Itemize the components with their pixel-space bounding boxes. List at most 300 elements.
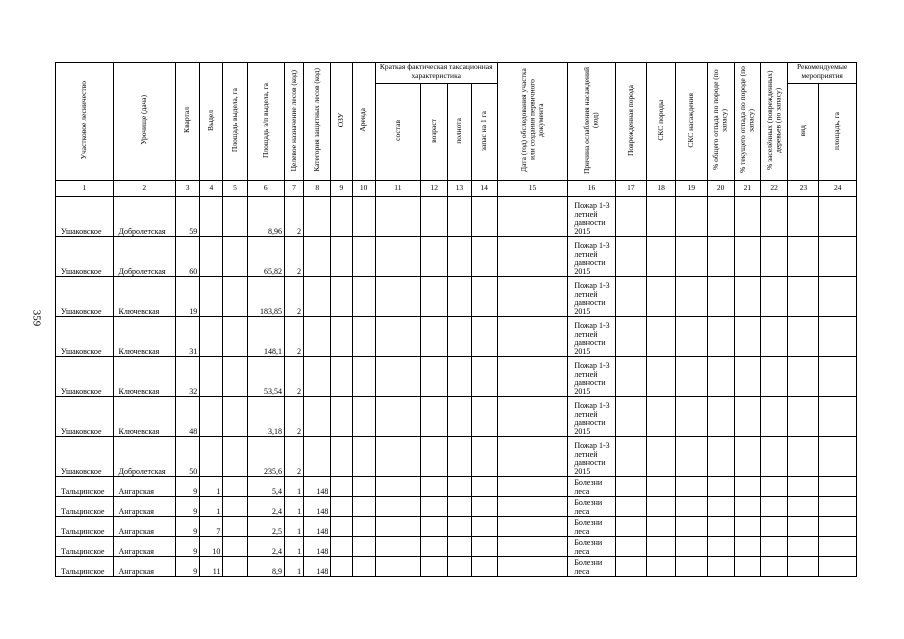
cell-infested-trees [760, 397, 787, 437]
cell-age [421, 317, 448, 357]
cell-purpose: 2 [284, 357, 303, 397]
cell-purpose: 1 [284, 497, 303, 517]
cell-forestry: Ушаковское [56, 397, 114, 437]
cell-unit [200, 317, 223, 357]
cell-category: 148 [304, 477, 331, 497]
cell-damaged-species [615, 437, 646, 477]
cell-stand-condition [676, 537, 707, 557]
cell-forestry: Тальцинское [56, 537, 114, 557]
cell-cause: Болезни леса [568, 557, 615, 577]
cell-quarter: 9 [176, 497, 200, 517]
cell-infested-trees [760, 437, 787, 477]
cell-stand-condition [676, 517, 707, 537]
cell-category [304, 397, 331, 437]
cell-measure-area [819, 477, 857, 497]
header-category: Категория защитных лесов (код) [304, 63, 331, 181]
cell-unit [200, 357, 223, 397]
cell-total-loss [707, 237, 734, 277]
cell-tract: Ангарская [113, 537, 176, 557]
cell-protected-area: 8,9 [247, 557, 284, 577]
cell-stand-condition [676, 277, 707, 317]
cell-composition [375, 317, 420, 357]
cell-current-loss [734, 497, 760, 517]
cell-measure-type [788, 437, 819, 477]
cell-forestry: Тальцинское [56, 517, 114, 537]
cell-tract: Добролетская [113, 237, 176, 277]
cell-current-loss [734, 197, 760, 237]
cell-stand-condition [676, 497, 707, 517]
cell-composition [375, 497, 420, 517]
table-row [56, 437, 857, 477]
cell-quarter: 31 [176, 317, 200, 357]
cell-current-loss [734, 477, 760, 497]
cell-age [421, 237, 448, 277]
cell-unit-area [223, 517, 247, 537]
cell-infested-trees [760, 277, 787, 317]
cell-measure-area [819, 497, 857, 517]
cell-ozu [331, 477, 352, 497]
cell-tract: Ключевская [113, 317, 176, 357]
cell-survey-date [497, 277, 568, 317]
cell-age [421, 517, 448, 537]
column-number: 2 [113, 181, 176, 197]
cell-current-loss [734, 397, 760, 437]
column-number: 23 [788, 181, 819, 197]
header-total-loss: % общего отпада по породе (по запасу) [707, 63, 734, 181]
cell-stock [471, 397, 497, 437]
cell-category [304, 317, 331, 357]
cell-total-loss [707, 477, 734, 497]
cell-measure-area [819, 557, 857, 577]
cell-density [448, 477, 471, 497]
cell-stand-condition [676, 397, 707, 437]
cell-stand-condition [676, 557, 707, 577]
cell-total-loss [707, 357, 734, 397]
cell-current-loss [734, 517, 760, 537]
cell-tract: Ключевская [113, 277, 176, 317]
cell-composition [375, 517, 420, 537]
cell-category [304, 237, 331, 277]
cell-unit: 11 [200, 557, 223, 577]
cell-stock [471, 237, 497, 277]
cell-protected-area: 65,82 [247, 237, 284, 277]
table-row [56, 497, 857, 517]
column-number: 22 [760, 181, 787, 197]
cell-quarter: 60 [176, 237, 200, 277]
cell-density [448, 397, 471, 437]
cell-density [448, 497, 471, 517]
cell-age [421, 497, 448, 517]
cell-damaged-species [615, 537, 646, 557]
table-row [56, 477, 857, 497]
cell-infested-trees [760, 357, 787, 397]
cell-species-condition [647, 497, 676, 517]
cell-unit-area [223, 437, 247, 477]
cell-density [448, 317, 471, 357]
cell-cause: Болезни леса [568, 517, 615, 537]
cell-measure-type [788, 237, 819, 277]
cell-stock [471, 197, 497, 237]
cell-ozu [331, 517, 352, 537]
cell-quarter: 50 [176, 437, 200, 477]
cell-damaged-species [615, 317, 646, 357]
cell-cause: Пожар 1-3 летней давности 2015 [568, 197, 615, 237]
cell-stock [471, 317, 497, 357]
cell-lease [352, 497, 375, 517]
cell-total-loss [707, 277, 734, 317]
table-row [56, 557, 857, 577]
table-row [56, 197, 857, 237]
cell-current-loss [734, 357, 760, 397]
cell-current-loss [734, 437, 760, 477]
cell-purpose: 1 [284, 557, 303, 577]
header-stand-condition: СКС насаждения [676, 63, 707, 181]
cell-current-loss [734, 537, 760, 557]
cell-tract: Добролетская [113, 437, 176, 477]
cell-protected-area: 53,54 [247, 357, 284, 397]
column-number: 7 [284, 181, 303, 197]
cell-total-loss [707, 497, 734, 517]
cell-composition [375, 237, 420, 277]
cell-age [421, 277, 448, 317]
cell-forestry: Ушаковское [56, 317, 114, 357]
cell-unit [200, 397, 223, 437]
cell-unit-area [223, 197, 247, 237]
cell-total-loss [707, 537, 734, 557]
cell-cause: Пожар 1-3 летней давности 2015 [568, 397, 615, 437]
cell-species-condition [647, 557, 676, 577]
cell-total-loss [707, 517, 734, 537]
cell-unit-area [223, 497, 247, 517]
cell-damaged-species [615, 497, 646, 517]
cell-cause: Пожар 1-3 летней давности 2015 [568, 277, 615, 317]
column-number: 8 [304, 181, 331, 197]
cell-purpose: 2 [284, 237, 303, 277]
cell-age [421, 557, 448, 577]
cell-stand-condition [676, 317, 707, 357]
cell-ozu [331, 357, 352, 397]
cell-species-condition [647, 277, 676, 317]
cell-infested-trees [760, 197, 787, 237]
cell-survey-date [497, 497, 568, 517]
cell-cause: Болезни леса [568, 477, 615, 497]
cell-stock [471, 497, 497, 517]
cell-measure-area [819, 197, 857, 237]
cell-purpose: 2 [284, 397, 303, 437]
column-number: 9 [331, 181, 352, 197]
cell-lease [352, 357, 375, 397]
column-number: 13 [448, 181, 471, 197]
header-measure-area: площадь, га [819, 84, 857, 181]
cell-lease [352, 237, 375, 277]
cell-purpose: 2 [284, 317, 303, 357]
header-quarter: Квартал [176, 63, 200, 181]
cell-species-condition [647, 477, 676, 497]
cell-purpose: 1 [284, 517, 303, 537]
cell-density [448, 277, 471, 317]
cell-density [448, 357, 471, 397]
cell-total-loss [707, 437, 734, 477]
cell-age [421, 197, 448, 237]
cell-lease [352, 557, 375, 577]
cell-protected-area: 183,85 [247, 277, 284, 317]
header-cause: Причина ослабления насаждений (код) [568, 63, 615, 181]
cell-stock [471, 517, 497, 537]
cell-infested-trees [760, 477, 787, 497]
column-number-row [56, 181, 857, 197]
cell-measure-type [788, 197, 819, 237]
cell-stock [471, 537, 497, 557]
cell-lease [352, 397, 375, 437]
cell-measure-area [819, 317, 857, 357]
column-number: 10 [352, 181, 375, 197]
cell-stand-condition [676, 357, 707, 397]
cell-lease [352, 317, 375, 357]
header-forestry: Участковое лесничество [56, 63, 114, 181]
cell-tract: Ключевская [113, 357, 176, 397]
cell-age [421, 537, 448, 557]
cell-unit-area [223, 237, 247, 277]
cell-ozu [331, 557, 352, 577]
cell-lease [352, 477, 375, 497]
cell-measure-area [819, 277, 857, 317]
cell-lease [352, 537, 375, 557]
cell-survey-date [497, 437, 568, 477]
cell-ozu [331, 197, 352, 237]
cell-protected-area: 235,6 [247, 437, 284, 477]
cell-measure-type [788, 537, 819, 557]
column-number: 11 [375, 181, 420, 197]
cell-unit: 1 [200, 497, 223, 517]
cell-protected-area: 8,96 [247, 197, 284, 237]
column-number: 17 [615, 181, 646, 197]
cell-purpose: 2 [284, 437, 303, 477]
column-number: 3 [176, 181, 200, 197]
cell-damaged-species [615, 237, 646, 277]
cell-density [448, 537, 471, 557]
table-row [56, 317, 857, 357]
cell-quarter: 59 [176, 197, 200, 237]
column-number: 1 [56, 181, 114, 197]
cell-cause: Пожар 1-3 летней давности 2015 [568, 237, 615, 277]
cell-damaged-species [615, 557, 646, 577]
cell-unit [200, 437, 223, 477]
cell-damaged-species [615, 357, 646, 397]
cell-damaged-species [615, 397, 646, 437]
cell-density [448, 237, 471, 277]
cell-unit-area [223, 477, 247, 497]
cell-species-condition [647, 357, 676, 397]
cell-category: 148 [304, 537, 331, 557]
header-lease: Аренда [352, 63, 375, 181]
cell-tract: Ангарская [113, 497, 176, 517]
cell-damaged-species [615, 197, 646, 237]
cell-quarter: 48 [176, 397, 200, 437]
cell-cause: Болезни леса [568, 537, 615, 557]
cell-purpose: 1 [284, 477, 303, 497]
table-row [56, 277, 857, 317]
cell-infested-trees [760, 557, 787, 577]
cell-measure-area [819, 357, 857, 397]
cell-protected-area: 5,4 [247, 477, 284, 497]
column-number: 12 [421, 181, 448, 197]
cell-category: 148 [304, 517, 331, 537]
cell-total-loss [707, 397, 734, 437]
cell-category [304, 437, 331, 477]
column-number: 20 [707, 181, 734, 197]
cell-infested-trees [760, 497, 787, 517]
cell-cause: Болезни леса [568, 497, 615, 517]
cell-lease [352, 277, 375, 317]
cell-stand-condition [676, 437, 707, 477]
cell-quarter: 9 [176, 537, 200, 557]
header-stock: запас на 1 га [471, 84, 497, 181]
cell-category [304, 197, 331, 237]
cell-composition [375, 477, 420, 497]
cell-measure-area [819, 397, 857, 437]
cell-ozu [331, 497, 352, 517]
cell-species-condition [647, 437, 676, 477]
cell-quarter: 9 [176, 477, 200, 497]
cell-species-condition [647, 197, 676, 237]
cell-unit: 10 [200, 537, 223, 557]
cell-total-loss [707, 197, 734, 237]
cell-measure-type [788, 517, 819, 537]
cell-survey-date [497, 397, 568, 437]
cell-forestry: Ушаковское [56, 357, 114, 397]
column-number: 21 [734, 181, 760, 197]
cell-category [304, 357, 331, 397]
cell-forestry: Ушаковское [56, 197, 114, 237]
cell-protected-area: 2,5 [247, 517, 284, 537]
cell-unit-area [223, 317, 247, 357]
header-unit-area: Площадь выдела, га [223, 63, 247, 181]
cell-measure-area [819, 237, 857, 277]
header-current-loss: % текущего отпада по породе (по запасу) [734, 63, 760, 181]
cell-stand-condition [676, 197, 707, 237]
forest-health-table [55, 62, 857, 577]
cell-unit [200, 197, 223, 237]
cell-quarter: 19 [176, 277, 200, 317]
cell-damaged-species [615, 277, 646, 317]
cell-total-loss [707, 557, 734, 577]
cell-infested-trees [760, 537, 787, 557]
table-row [56, 237, 857, 277]
header-measure-type: вид [788, 84, 819, 181]
header-purpose: Целевое назначение лесов (код) [284, 63, 303, 181]
cell-protected-area: 2,4 [247, 537, 284, 557]
header-protected-area: Площадь з/п выдела, га [247, 63, 284, 181]
cell-measure-type [788, 557, 819, 577]
cell-protected-area: 148,1 [247, 317, 284, 357]
cell-composition [375, 397, 420, 437]
cell-damaged-species [615, 477, 646, 497]
cell-measure-area [819, 437, 857, 477]
cell-protected-area: 2,4 [247, 497, 284, 517]
cell-species-condition [647, 397, 676, 437]
cell-infested-trees [760, 517, 787, 537]
cell-measure-type [788, 317, 819, 357]
cell-stand-condition [676, 237, 707, 277]
column-number: 18 [647, 181, 676, 197]
cell-lease [352, 437, 375, 477]
cell-density [448, 557, 471, 577]
cell-quarter: 9 [176, 557, 200, 577]
table-row [56, 397, 857, 437]
table-row [56, 357, 857, 397]
cell-tract: Добролетская [113, 197, 176, 237]
cell-composition [375, 357, 420, 397]
header-composition: состав [375, 84, 420, 181]
column-number: 4 [200, 181, 223, 197]
cell-unit: 7 [200, 517, 223, 537]
table-row [56, 517, 857, 537]
cell-survey-date [497, 317, 568, 357]
cell-unit: 1 [200, 477, 223, 497]
cell-quarter: 9 [176, 517, 200, 537]
table-row [56, 537, 857, 557]
cell-total-loss [707, 317, 734, 357]
cell-measure-type [788, 477, 819, 497]
cell-species-condition [647, 537, 676, 557]
cell-cause: Пожар 1-3 летней давности 2015 [568, 357, 615, 397]
cell-age [421, 437, 448, 477]
cell-unit [200, 277, 223, 317]
cell-tract: Ангарская [113, 517, 176, 537]
cell-survey-date [497, 517, 568, 537]
cell-stock [471, 437, 497, 477]
cell-unit-area [223, 537, 247, 557]
cell-unit-area [223, 397, 247, 437]
column-number: 24 [819, 181, 857, 197]
header-tract: Урочище (дача) [113, 63, 176, 181]
cell-composition [375, 557, 420, 577]
cell-measure-type [788, 357, 819, 397]
cell-density [448, 197, 471, 237]
cell-infested-trees [760, 317, 787, 357]
cell-unit [200, 237, 223, 277]
cell-age [421, 477, 448, 497]
cell-stand-condition [676, 477, 707, 497]
cell-age [421, 397, 448, 437]
cell-ozu [331, 237, 352, 277]
cell-ozu [331, 437, 352, 477]
cell-forestry: Тальцинское [56, 497, 114, 517]
cell-measure-type [788, 277, 819, 317]
cell-stock [471, 477, 497, 497]
column-number: 19 [676, 181, 707, 197]
cell-tract: Ангарская [113, 477, 176, 497]
cell-forestry: Ушаковское [56, 437, 114, 477]
column-number: 15 [497, 181, 568, 197]
cell-ozu [331, 537, 352, 557]
header-density: полнота [448, 84, 471, 181]
cell-current-loss [734, 237, 760, 277]
cell-survey-date [497, 557, 568, 577]
header-infested-trees: % заселённых (поврежденных) деревьев (по запасу) [760, 63, 787, 181]
cell-damaged-species [615, 517, 646, 537]
cell-purpose: 2 [284, 197, 303, 237]
header-age: возраст [421, 84, 448, 181]
cell-unit-area [223, 277, 247, 317]
cell-measure-type [788, 397, 819, 437]
cell-category: 148 [304, 497, 331, 517]
column-number: 16 [568, 181, 615, 197]
header-species-condition: СКС породы [647, 63, 676, 181]
cell-unit-area [223, 557, 247, 577]
cell-composition [375, 537, 420, 557]
cell-infested-trees [760, 237, 787, 277]
